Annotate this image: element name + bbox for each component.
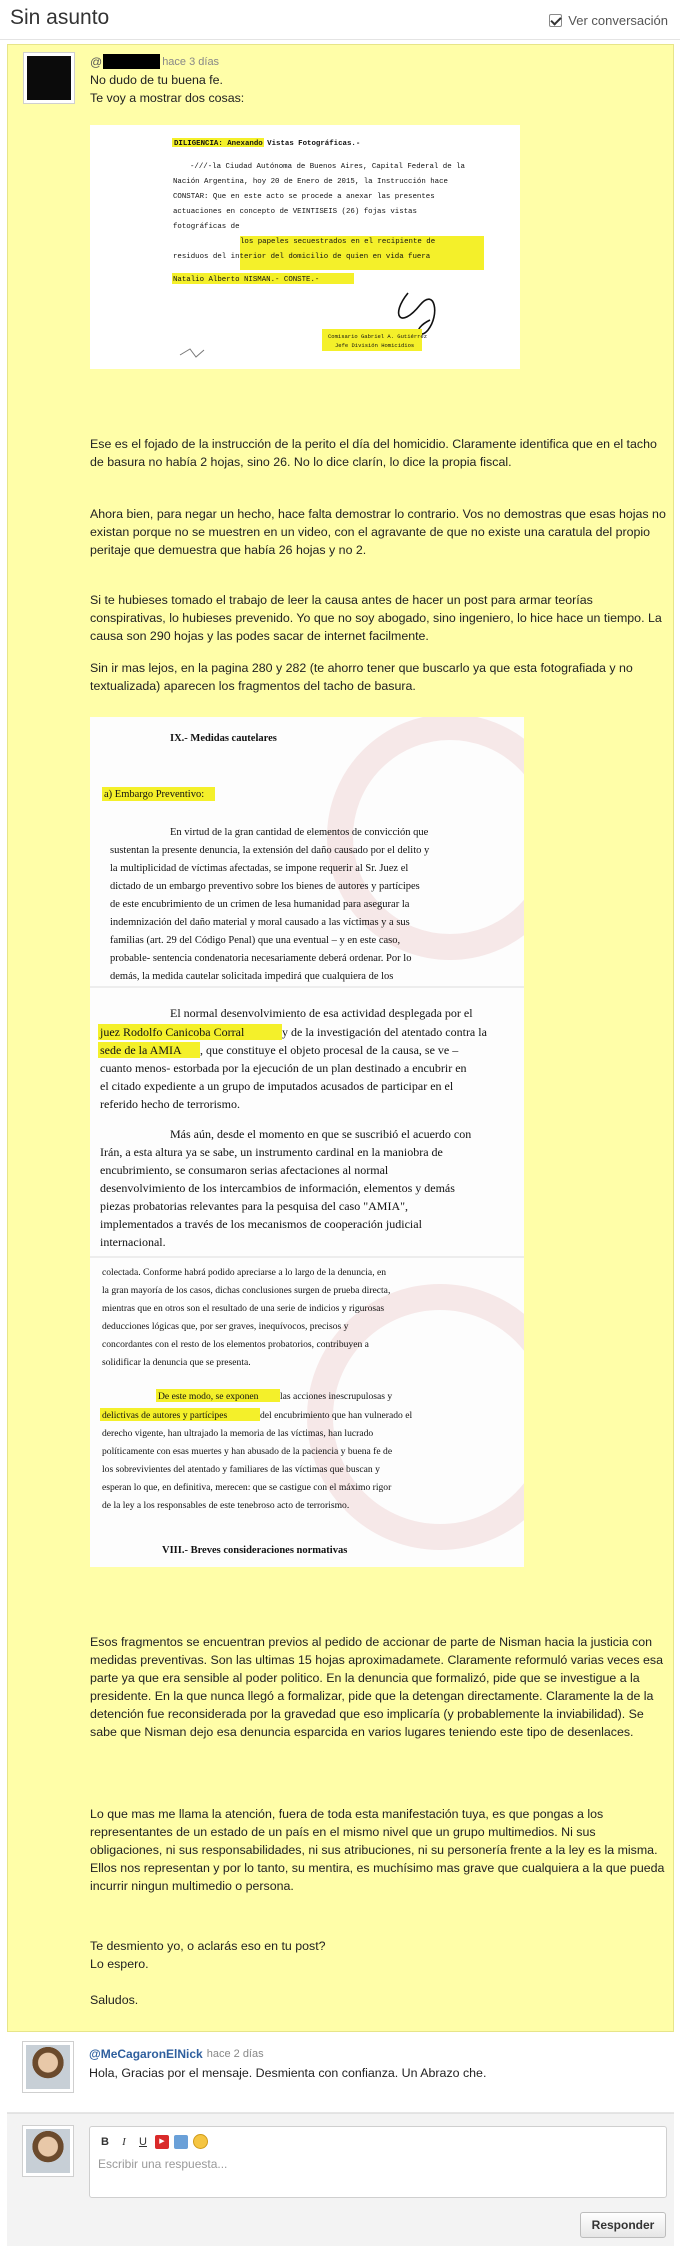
doc1-line: residuos del interior del domicilio de quien en vida fuera [173,253,431,261]
doc2-line: referido hecho de terrorismo. [100,1097,240,1111]
doc2-line: concordantes con el resto de los elementos probatorios, contribuyen a [102,1339,369,1350]
doc1-line: CONSTAR: Que en este acto se procede a anexar las presentes [173,193,435,201]
doc2-line: indemnización del daño material y moral causado a las víctimas y a sus [110,917,410,928]
doc2-line: de este encubrimiento de un crimen de lesa humanidad para asegurar la [110,899,410,910]
reply-meta [89,2047,264,2061]
author-at: @ [90,54,103,69]
doc2-line: la multiplicidad de víctimas afectadas, se impone requerir al Sr. Juez el [110,863,409,874]
conversation-header [0,0,680,40]
doc2-line: de la ley a los responsables de este tenebroso acto de terrorismo. [102,1500,350,1511]
message-paragraph: Si te hubieses tomado el trabajo de leer la causa antes de hacer un post para armar teorías conspirativas, lo hubieses prevenido. Yo que no soy abogado, sino ingeniero, lo hice hace un tiempo. La causa son 290 hojas y las podes sacar de internet facilmente. [90,593,662,643]
doc2-line: cuanto menos- estorbada por la ejecución de un plan destinado a encubrir en [100,1061,467,1075]
message-paragraph: Ahora bien, para negar un hecho, hace falta demostrar lo contrario. Vos no demostras que esas hojas no existan porque no se muestren en un video, con el agravante de que no existe una caratula del propio peritaje que demuestra que había 26 hojas y no 2. [90,507,666,557]
doc2-line: las acciones inescrupulosas y [280,1391,393,1402]
view-conversation-label: Ver conversación [568,13,668,28]
doc1-line: Nación Argentina, hoy 20 de Enero de 2015, la Instrucción hace [173,178,448,186]
reply-composer [7,2113,674,2246]
doc2-section: VIII.- Breves consideraciones normativas [162,1545,348,1556]
message-time: hace 3 días [162,55,220,68]
doc2-section: IX.- Medidas cautelares [170,733,277,744]
message-paragraph: Sin ir mas lejos, en la pagina 280 y 282 (te ahorro tener que buscarlo ya que esta fotografiada y no textualizada) aparecen los fragmentos del tacho de basura. [90,661,633,693]
bold-button[interactable]: B [101,2135,109,2148]
doc1-heading: DILIGENCIA: Anexando Vistas Fotográficas.- [174,140,361,148]
doc2-line: solidificar la denuncia que se presenta. [102,1357,251,1368]
doc2-line: esperan lo que, en definitiva, merecen: que se castigue con el máximo rigor [102,1482,392,1493]
doc2-line: los sobrevivientes del atentado y familiares de las víctimas que buscan y [102,1464,380,1475]
doc2-line: derecho vigente, han ultrajado la memoria de las víctimas, han lucrado [102,1428,374,1439]
doc2-line: dictado de un embargo preventivo sobre los bienes de autores y partícipes [110,881,420,892]
message-main [7,44,674,2032]
reply-message [7,2034,674,2110]
emoticon-icon[interactable] [193,2134,208,2149]
doc2-line: demás, la medida cautelar solicitada impedirá que cualquiera de los [110,971,394,982]
doc1-line: -///-la Ciudad Autónoma de Buenos Aires, Capital Federal de la [190,163,465,171]
doc2-line: implementados a través de los mecanismos de cooperación judicial [100,1217,422,1231]
doc2-line: En virtud de la gran cantidad de elementos de convicción que [170,827,429,838]
message-intro-2: Te voy a mostrar dos cosas: [90,91,245,105]
doc2-line: del encubrimiento que han vulnerado el [260,1410,413,1421]
avatar [23,2126,73,2176]
message-paragraph: Ese es el fojado de la instrucción de la perito el día del homicidio. Claramente identifica que en el tacho de basura no había 2 hojas, sino 26. No lo dice clarín, lo dice la propia fiscal. [90,437,657,469]
doc2-highlight: juez Rodolfo Canicoba Corral [100,1025,245,1039]
doc2-line: políticamente con esas muertes y han abusado de la paciencia y buena fe de [102,1446,393,1457]
doc2-line: desenvolvimiento de los intercambios de información, elementos y demás [100,1181,455,1195]
message-paragraph: Saludos. [90,1993,139,2007]
doc2-subsection: a) Embargo Preventivo: [104,789,205,800]
doc1-stamp: Comisario Gabriel A. Gutiérrez [328,333,428,340]
conversation-title: Sin asunto [10,6,110,29]
doc2-line: la gran mayoría de los casos, dichas conclusiones surgen de prueba directa, [102,1285,391,1296]
doc1-line: los papeles secuestrados en el recipiente de [240,238,436,246]
document-image-causa [90,717,524,1567]
message-paragraph: Lo espero. [90,1957,149,1971]
doc2-line: , que constituye el objeto procesal de la causa, se ve – [200,1043,459,1057]
reply-text: Hola, Gracias por el mensaje. Desmienta con confianza. Un Abrazo che. [89,2066,487,2080]
doc2-line: El normal desenvolvimiento de esa actividad desplegada por el [170,1006,473,1020]
doc1-line: Natalio Alberto NISMAN.- CONSTE.- [173,276,320,284]
reply-time: hace 2 días [206,2048,264,2060]
doc2-line: familias (art. 29 del Código Penal) que una eventual – y en este caso, [110,935,401,946]
message-intro-1: No dudo de tu buena fe. [90,73,223,87]
reply-editor[interactable] [89,2126,667,2198]
avatar[interactable] [23,2042,73,2092]
view-conversation-checkbox[interactable] [549,14,562,27]
doc2-line: mientras que en otros son el resultado de una serie de indicios y rigurosas [102,1303,385,1314]
doc2-highlight: De este modo, se exponen [158,1391,259,1402]
view-conversation-toggle[interactable] [549,13,668,28]
avatar[interactable] [24,53,74,103]
doc1-stamp: Jefe División Homicidios [335,342,415,349]
doc2-line: colectada. Conforme habrá podido apreciarse a lo largo de la denuncia, en [102,1267,387,1278]
doc2-line: encubrimiento, se consumaron serias afectaciones al normal [100,1163,389,1177]
message-meta [90,54,219,69]
message-paragraph: Lo que mas me llama la atención, fuera de toda esta manifestación tuya, es que pongas a los representantes de un estado de un país en el mismo nivel que un grupo multimedios. Ni sus obligaciones, ni sus responsabilidades, ni sus atribuciones, ni su personería frente a la ley es la misma. Ellos nos representan y por lo tanto, su mentira, es muchísimo mas grave que cualquiera a la que pueda incurrir ningun multimedio o persona. [90,1807,665,1893]
doc2-line: internacional. [100,1235,166,1249]
doc2-line: deducciones lógicas que, por ser graves, inequívocos, precisos y [102,1321,349,1332]
doc2-line: Irán, a esta altura ya se sabe, un instrumento cardinal en la maniobra de [100,1145,443,1159]
document-image-fojas [90,125,520,369]
image-icon[interactable] [174,2135,188,2149]
doc2-line: sustentan la presente denuncia, la extensión del daño causado por el delito y [110,845,430,856]
doc1-line: fotográficas de [173,223,240,231]
italic-button[interactable]: I [122,2135,126,2148]
doc2-line: y de la investigación del atentado contra la [282,1025,487,1039]
doc2-line: el citado expediente a un grupo de imputados acusados de participar en el [100,1079,454,1093]
doc2-highlight: sede de la AMIA [100,1043,182,1057]
message-paragraph: Te desmiento yo, o aclarás eso en tu post? [90,1939,326,1953]
reply-placeholder[interactable]: Escribir una respuesta... [98,2157,228,2171]
youtube-icon[interactable]: ▶ [155,2135,169,2149]
doc2-line: Más aún, desde el momento en que se suscribió el acuerdo con [170,1127,472,1141]
message-paragraph: Esos fragmentos se encuentran previos al pedido de accionar de parte de Nisman hacia la justicia con medidas preventivas. Son las ultimas 15 hojas aproximadamete. Claramente reformuló varias veces esa parte ya que era sensible al poder politico. En la denuncia que formalizó, pide que se investigue a la presidente. En la que nunca llegó a formalizar, pide que la detengan directamente. Claramente la de la detención fue reconsiderada por la gravedad que eso implicaría (y probablemente la inviabilidad). Se sabe que Nisman dejo esa denuncia esparcida en varios lugares teniendo este tipo de desenlaces. [90,1635,663,1739]
doc2-line: probable- sentencia condenatoria necesariamente deberá ordenar. Por lo [110,953,412,964]
redacted-username [103,54,160,69]
reply-username-link[interactable]: @MeCagaronElNick [89,2047,203,2061]
doc2-line: piezas probatorias relevantes para la pesquisa del caso "AMIA", [100,1199,409,1213]
editor-toolbar [98,2134,208,2149]
underline-button[interactable]: U [139,2135,147,2148]
doc2-highlight: delictivas de autores y partícipes [102,1410,228,1421]
doc1-line: actuaciones en concepto de VEINTISEIS (26) fojas vistas [173,208,417,216]
reply-submit-button[interactable]: Responder [580,2212,666,2238]
